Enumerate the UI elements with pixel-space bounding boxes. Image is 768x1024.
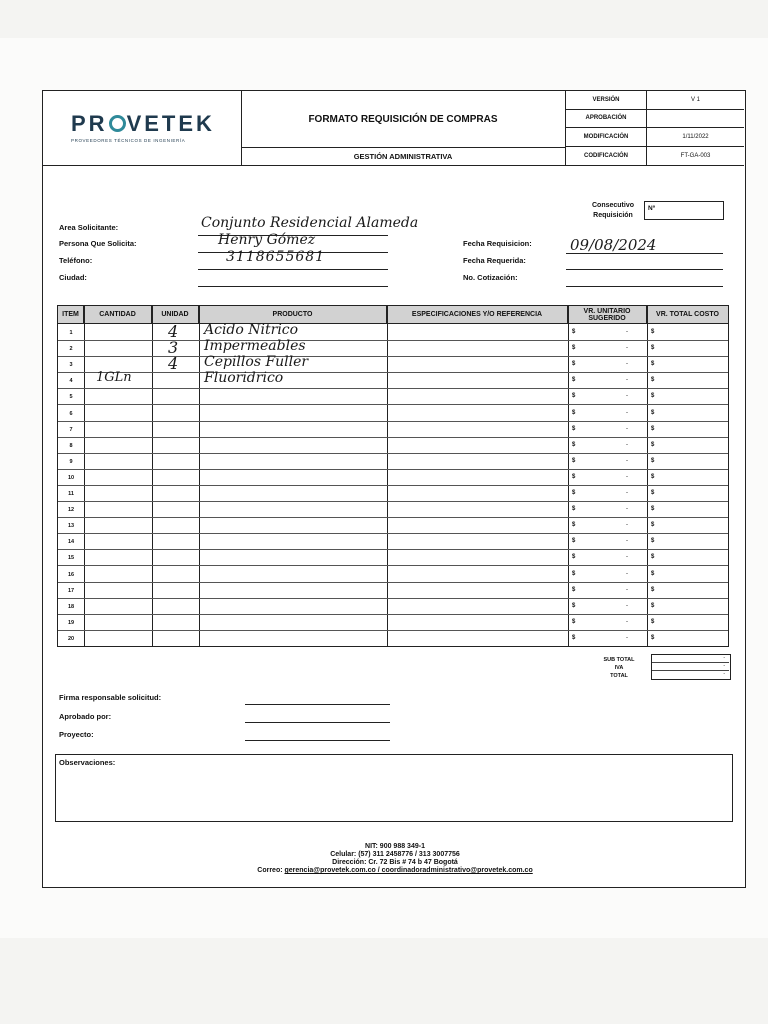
table-row <box>58 518 728 534</box>
cotizacion-underline <box>566 286 723 287</box>
meta-row-modificacion <box>566 128 744 147</box>
table-row <box>58 599 728 615</box>
proyecto-line[interactable] <box>245 740 390 741</box>
persona-label: Persona Que Solicita: <box>59 239 137 248</box>
total-cost-currency: $ <box>651 490 655 496</box>
table-row <box>58 322 728 341</box>
items-table <box>57 305 729 647</box>
total-cost-currency: $ <box>651 329 655 335</box>
total-cost-currency: $ <box>651 506 655 513</box>
total-cost-currency: $ <box>651 634 655 641</box>
total-cost-currency: $ <box>651 522 655 529</box>
cell-cantidad[interactable]: 1GLn <box>96 370 132 386</box>
col-header-cantidad: CANTIDAD <box>84 306 152 324</box>
unit-price-value[interactable]: - <box>626 634 628 641</box>
fecha-requisicion-underline <box>566 253 723 254</box>
total-value: - <box>723 671 725 677</box>
meta-row-version <box>566 91 744 110</box>
row-item-number: 7 <box>69 426 73 433</box>
unit-price-value[interactable]: - <box>626 361 628 368</box>
table-row <box>58 406 728 422</box>
unit-price-currency: $ <box>572 441 576 448</box>
meta-value: FT-GA-003 <box>680 153 711 159</box>
table-row <box>58 486 728 502</box>
unit-price-value[interactable]: - <box>626 506 628 513</box>
footer-correo <box>43 867 747 874</box>
proyecto-label: Proyecto: <box>59 730 94 739</box>
unit-price-currency: $ <box>572 570 576 577</box>
unit-price-currency: $ <box>572 634 576 641</box>
cell-unidad[interactable]: 3 <box>168 338 179 358</box>
unit-price-value[interactable]: - <box>626 490 628 496</box>
row-item-number: 8 <box>69 442 73 449</box>
meta-value: V 1 <box>690 97 700 103</box>
logo-text-pre: PR <box>71 111 108 136</box>
col-header-item: ITEM <box>58 306 84 324</box>
col-header-unidad: UNIDAD <box>152 306 199 324</box>
footer-direccion: Dirección: Cr. 72 Bis # 74 b 47 Bogotá <box>332 859 458 866</box>
unit-price-value[interactable]: - <box>626 586 628 593</box>
total-cost-currency: $ <box>651 554 655 561</box>
table-row <box>58 470 728 486</box>
logo-subtitle: PROVEEDORES TÉCNICOS DE INGENIERÍA <box>71 138 186 143</box>
area-label: Area Solicitante: <box>59 223 119 232</box>
row-item-number: 14 <box>67 539 75 546</box>
total-cost-currency: $ <box>651 377 655 384</box>
row-item-number: 9 <box>69 458 73 465</box>
total-cost-currency: $ <box>651 457 655 464</box>
total-cost-currency: $ <box>651 409 655 416</box>
meta-key: APROBACIÓN <box>566 109 647 127</box>
table-row <box>58 338 728 358</box>
cell-unidad[interactable]: 4 <box>168 322 179 341</box>
correo-label: Correo: <box>257 867 283 874</box>
form-header <box>43 91 744 166</box>
ciudad-label: Ciudad: <box>59 273 87 282</box>
row-item-number: 20 <box>67 635 75 642</box>
table-row <box>58 550 728 566</box>
total-cost-currency: $ <box>651 393 655 400</box>
table-row <box>58 631 728 647</box>
table-row <box>58 583 728 599</box>
consecutivo-prefix: Nº <box>648 205 656 212</box>
row-item-number: 3 <box>69 362 73 369</box>
unit-price-value[interactable]: - <box>626 538 628 545</box>
ciudad-underline <box>198 286 388 287</box>
unit-price-currency: $ <box>572 490 576 496</box>
persona-value[interactable]: Henry Gómez <box>218 232 316 248</box>
unit-price-value[interactable]: - <box>626 618 628 625</box>
unit-price-value[interactable]: - <box>626 425 628 432</box>
consecutivo-field[interactable] <box>644 201 724 220</box>
unit-price-value[interactable]: - <box>626 393 628 400</box>
iva-label: IVA <box>614 665 624 671</box>
document-meta <box>566 91 744 165</box>
cell-producto[interactable]: Fluoridrico <box>204 370 284 387</box>
table-row <box>58 534 728 550</box>
meta-value: 1/11/2022 <box>682 134 709 140</box>
row-item-number: 18 <box>67 603 75 610</box>
row-item-number: 2 <box>69 346 73 353</box>
unit-price-currency: $ <box>572 393 576 400</box>
cell-producto[interactable]: Acido Nitrico <box>204 322 299 338</box>
table-row <box>58 389 728 405</box>
unit-price-value[interactable]: - <box>626 473 628 480</box>
row-item-number: 13 <box>67 523 75 530</box>
col-header-producto: PRODUCTO <box>199 306 387 324</box>
meta-key: MODIFICACIÓN <box>566 128 647 146</box>
table-row <box>58 615 728 631</box>
unit-price-currency: $ <box>572 602 576 609</box>
row-item-number: 17 <box>67 587 75 594</box>
logo-ring-icon <box>109 115 126 132</box>
meta-value <box>647 109 744 127</box>
total-cost-currency: $ <box>651 538 655 545</box>
table-row <box>58 354 728 374</box>
row-item-number: 10 <box>67 474 75 481</box>
total-cost-currency: $ <box>651 586 655 593</box>
row-item-number: 4 <box>69 378 73 385</box>
table-row <box>58 438 728 454</box>
meta-row-aprobacion <box>566 109 744 128</box>
fecha-requisicion-label: Fecha Requisicion: <box>463 239 532 248</box>
correo-link[interactable]: gerencia@provetek.com.co / coordinadoradministrativo@provetek.com.co <box>284 867 533 874</box>
form-title: FORMATO REQUISICIÓN DE COMPRAS <box>241 91 566 148</box>
unit-price-value[interactable]: - <box>626 377 628 384</box>
total-cost-currency: $ <box>651 618 655 625</box>
logo-cell <box>43 91 242 165</box>
unit-price-value[interactable]: - <box>626 345 628 352</box>
unit-price-currency: $ <box>572 409 576 416</box>
total-cost-currency: $ <box>651 345 655 352</box>
firma-label: Firma responsable solicitud: <box>59 693 162 702</box>
unit-price-currency: $ <box>572 538 576 545</box>
total-cost-currency: $ <box>651 361 655 368</box>
total-cost-currency: $ <box>651 570 655 577</box>
unit-price-currency: $ <box>572 425 576 432</box>
iva-value: - <box>652 663 729 671</box>
cotizacion-label: No. Cotización: <box>463 273 518 282</box>
subtotal-value: - <box>652 655 729 663</box>
table-row <box>58 454 728 470</box>
unit-price-currency: $ <box>572 618 576 625</box>
cell-producto[interactable]: Impermeables <box>204 338 306 355</box>
logo-text-post: VETEK <box>126 111 215 136</box>
footer-celular: Celular: (57) 311 2458776 / 313 3007756 <box>330 851 460 858</box>
firma-line[interactable] <box>245 704 390 705</box>
telefono-value[interactable]: 3118655681 <box>226 249 326 265</box>
row-item-number: 19 <box>67 619 75 626</box>
unit-price-currency: $ <box>572 345 576 352</box>
fecha-requerida-underline <box>566 269 723 270</box>
meta-row-codificacion <box>566 147 744 165</box>
footer-nit: NIT: 900 988 349-1 <box>365 843 425 850</box>
unit-price-currency: $ <box>572 377 576 384</box>
unit-price-value[interactable]: - <box>626 329 628 335</box>
form-subtitle: GESTIÓN ADMINISTRATIVA <box>241 148 566 165</box>
row-item-number: 11 <box>68 491 74 497</box>
unit-price-value[interactable]: - <box>626 409 628 416</box>
meta-key: VERSIÓN <box>566 91 647 109</box>
row-item-number: 6 <box>69 410 73 417</box>
totals-box <box>651 654 731 680</box>
row-item-number: 12 <box>67 507 75 514</box>
meta-key: CODIFICACIÓN <box>566 147 647 165</box>
area-value[interactable]: Conjunto Residencial Alameda <box>201 215 419 231</box>
table-row <box>58 422 728 438</box>
unit-price-currency: $ <box>572 506 576 513</box>
unit-price-value[interactable]: - <box>626 522 628 529</box>
table-row <box>58 567 728 583</box>
unit-price-value[interactable]: - <box>626 570 628 577</box>
observaciones-label: Observaciones: <box>59 758 116 767</box>
fecha-requerida-label: Fecha Requerida: <box>463 256 526 265</box>
table-row <box>58 502 728 518</box>
total-cost-currency: $ <box>651 473 655 480</box>
unit-price-currency: $ <box>572 554 576 561</box>
unit-price-currency: $ <box>572 586 576 593</box>
unit-price-currency: $ <box>572 329 576 335</box>
total-label: TOTAL <box>610 673 628 679</box>
unit-price-currency: $ <box>572 473 576 480</box>
aprobado-label: Aprobado por: <box>59 712 112 721</box>
total-cost-currency: $ <box>651 425 655 432</box>
table-row <box>58 370 728 389</box>
observaciones-box[interactable] <box>55 754 733 822</box>
totals-labels <box>591 656 647 680</box>
unit-price-currency: $ <box>572 522 576 529</box>
consecutivo-label: Consecutivo Requisición <box>591 202 634 219</box>
unit-price-currency: $ <box>572 361 576 368</box>
cell-producto[interactable]: Cepillos Fuller <box>204 354 309 371</box>
row-item-number: 15 <box>67 555 75 562</box>
unit-price-value[interactable]: - <box>626 457 628 464</box>
col-header-especificaciones: ESPECIFICACIONES Y/O REFERENCIA <box>387 306 568 324</box>
unit-price-value[interactable]: - <box>626 441 628 448</box>
row-item-number: 16 <box>67 571 75 578</box>
company-logo <box>71 111 215 137</box>
telefono-underline <box>198 269 388 270</box>
unit-price-value[interactable]: - <box>626 554 628 561</box>
aprobado-line[interactable] <box>245 722 390 723</box>
col-header-vr-unitario: VR. UNITARIO SUGERIDO <box>568 306 647 324</box>
telefono-label: Teléfono: <box>59 256 93 265</box>
total-cost-currency: $ <box>651 441 655 448</box>
total-cost-currency: $ <box>651 602 655 609</box>
row-item-number: 5 <box>69 394 73 401</box>
unit-price-value[interactable]: - <box>626 602 628 609</box>
unit-price-currency: $ <box>572 457 576 464</box>
requisition-form <box>42 90 746 888</box>
cell-unidad[interactable]: 4 <box>168 354 179 374</box>
subtotal-label: SUB TOTAL <box>603 657 635 663</box>
fecha-requisicion-value[interactable]: 09/08/2024 <box>570 236 657 254</box>
row-item-number: 1 <box>69 330 73 336</box>
col-header-vr-total: VR. TOTAL COSTO <box>647 306 728 324</box>
